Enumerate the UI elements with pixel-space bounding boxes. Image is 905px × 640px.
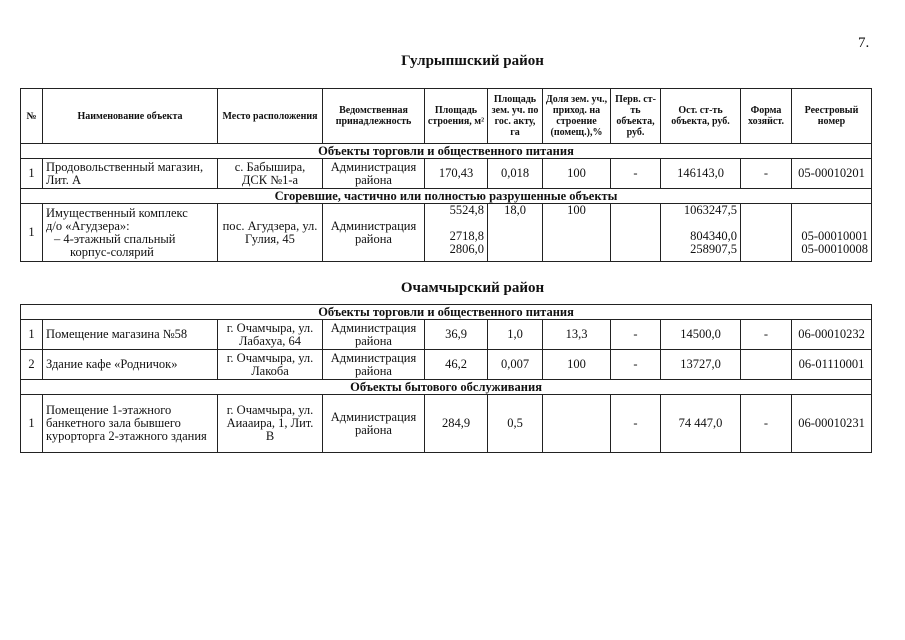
cell-owner: Администрация района	[323, 159, 425, 189]
col-header-registry: Реестровый номер	[792, 89, 872, 144]
section-row	[21, 144, 872, 159]
name-line: Имущественный комплекс	[46, 205, 188, 220]
cell-name: Помещение магазина №58	[43, 320, 218, 350]
col-header-land: Площадь зем. уч. по гос. акту, га	[488, 89, 543, 144]
table-row	[21, 350, 872, 380]
cell-share: 100	[543, 350, 611, 380]
ochamchyra-table	[20, 304, 872, 453]
cell-land: 0,5	[488, 395, 543, 453]
section-title: Объекты торговли и общественного питания	[21, 144, 872, 159]
registry-line: 05-00010008	[801, 242, 868, 256]
cell-registry: 06-00010232	[792, 320, 872, 350]
cell-share	[543, 395, 611, 453]
section-title: Сгоревшие, частично или полностью разрушенные объекты	[21, 189, 872, 204]
cell-form: -	[741, 320, 792, 350]
registry-line: 05-00010001	[801, 229, 868, 243]
cell-location: пос. Агудзера, ул. Гулия, 45	[218, 204, 323, 262]
cell-owner: Администрация района	[323, 320, 425, 350]
cell-registry: 05-00010201	[792, 159, 872, 189]
cell-residual: 74 447,0	[661, 395, 741, 453]
cell-land: 18,0	[488, 204, 543, 262]
cell-owner: Администрация района	[323, 395, 425, 453]
cell-name: Здание кафе «Родничок»	[43, 350, 218, 380]
cell-residual: 146143,0	[661, 159, 741, 189]
section-row	[21, 305, 872, 320]
col-header-location: Место расположения	[218, 89, 323, 144]
cell-area: 284,9	[425, 395, 488, 453]
area-line: 2718,8	[449, 229, 484, 243]
col-header-num: №	[21, 89, 43, 144]
section-row	[21, 380, 872, 395]
gulrypsh-table	[20, 88, 872, 262]
col-header-residual-cost: Ост. ст-ть объекта, руб.	[661, 89, 741, 144]
cell-share: 100	[543, 204, 611, 262]
col-header-form: Форма хозяйст.	[741, 89, 792, 144]
cell-num: 1	[21, 320, 43, 350]
page-number: 7.	[858, 35, 870, 51]
cell-initial: -	[611, 350, 661, 380]
cell-share: 100	[543, 159, 611, 189]
cell-name: Продовольственный магазин, Лит. А	[43, 159, 218, 189]
cell-initial: -	[611, 159, 661, 189]
residual-line: 258907,5	[690, 242, 737, 256]
cell-location: с. Бабышира, ДСК №1-а	[218, 159, 323, 189]
name-line: д/о «Агудзера»:	[46, 218, 130, 233]
cell-area	[425, 204, 488, 262]
cell-area: 36,9	[425, 320, 488, 350]
cell-initial: -	[611, 320, 661, 350]
cell-registry: 06-00010231	[792, 395, 872, 453]
table-row	[21, 159, 872, 189]
cell-form	[741, 204, 792, 262]
cell-owner: Администрация района	[323, 350, 425, 380]
cell-registry: 06-01110001	[792, 350, 872, 380]
cell-area: 170,43	[425, 159, 488, 189]
cell-form: -	[741, 159, 792, 189]
name-line: корпус-солярий	[70, 244, 154, 259]
cell-location: г. Очамчыра, ул. Аиааира, 1, Лит. В	[218, 395, 323, 453]
table-row	[21, 395, 872, 453]
district-title-ochamchyra: Очамчырский район	[400, 280, 545, 296]
table-row	[21, 320, 872, 350]
residual-line: 804340,0	[690, 229, 737, 243]
cell-name: Помещение 1-этажного банкетного зала бывшего курорторга 2-этажного здания	[43, 395, 218, 453]
cell-initial	[611, 204, 661, 262]
residual-line: 1063247,5	[683, 203, 737, 217]
cell-residual: 13727,0	[661, 350, 741, 380]
area-line: 2806,0	[449, 242, 484, 256]
cell-land: 1,0	[488, 320, 543, 350]
cell-form	[741, 350, 792, 380]
cell-location: г. Очамчыра, ул. Лакоба	[218, 350, 323, 380]
table-row	[21, 204, 872, 262]
name-line: – 4-этажный спальный	[54, 231, 176, 246]
cell-residual	[661, 204, 741, 262]
cell-area: 46,2	[425, 350, 488, 380]
cell-name	[43, 204, 218, 262]
col-header-initial-cost: Перв. ст-ть объекта, руб.	[611, 89, 661, 144]
cell-location: г. Очамчыра, ул. Лабахуа, 64	[218, 320, 323, 350]
district-title-gulrypsh: Гулрыпшский район	[401, 53, 544, 69]
section-title: Объекты бытового обслуживания	[21, 380, 872, 395]
cell-initial: -	[611, 395, 661, 453]
area-line: 5524,8	[449, 203, 484, 217]
cell-residual: 14500,0	[661, 320, 741, 350]
cell-owner: Администрация района	[323, 204, 425, 262]
cell-form: -	[741, 395, 792, 453]
cell-registry	[792, 204, 872, 262]
section-row	[21, 189, 872, 204]
cell-share: 13,3	[543, 320, 611, 350]
cell-num: 1	[21, 204, 43, 262]
cell-land: 0,018	[488, 159, 543, 189]
registry-line	[795, 204, 868, 217]
col-header-name: Наименование объекта	[43, 89, 218, 144]
cell-land: 0,007	[488, 350, 543, 380]
col-header-share: Доля зем. уч., приход. на строение (помещ.),%	[543, 89, 611, 144]
header-row	[21, 89, 872, 144]
cell-num: 2	[21, 350, 43, 380]
cell-num: 1	[21, 159, 43, 189]
col-header-area: Площадь строения, м²	[425, 89, 488, 144]
section-title: Объекты торговли и общественного питания	[21, 305, 872, 320]
cell-num: 1	[21, 395, 43, 453]
col-header-owner: Ведомственная принадлежность	[323, 89, 425, 144]
